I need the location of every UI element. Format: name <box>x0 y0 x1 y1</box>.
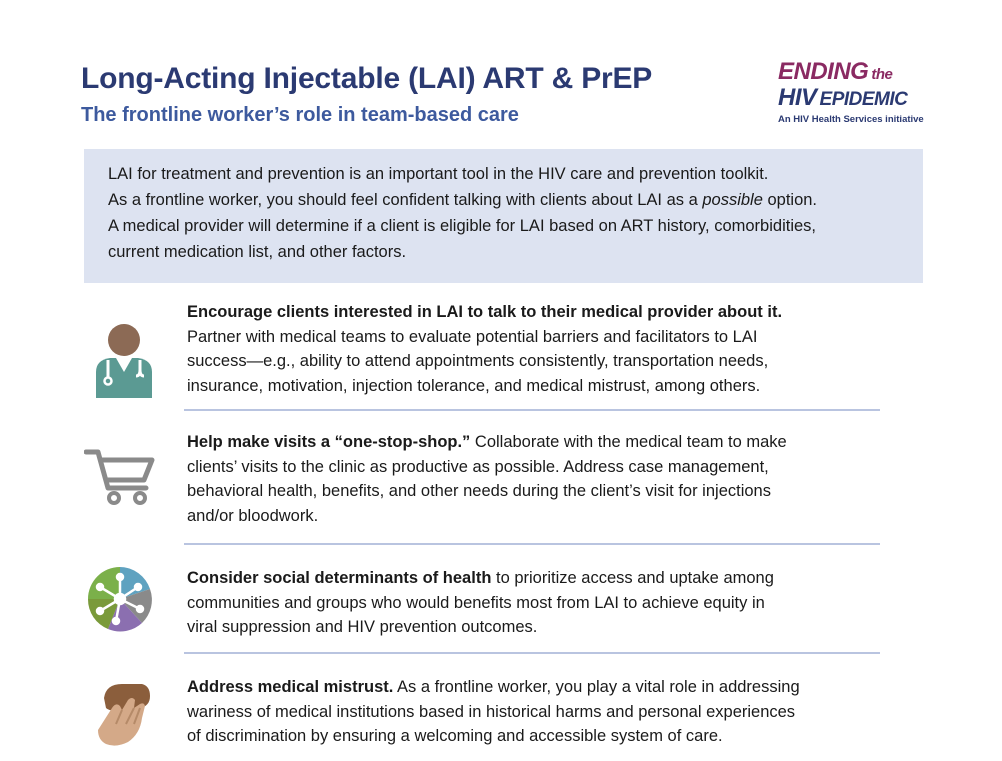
section-3-line-1: communities and groups who would benefits most from LAI to achieve equity in <box>187 593 765 612</box>
section-medical-mistrust <box>187 675 887 749</box>
logo-ending: ENDING <box>778 58 869 85</box>
handshake-icon <box>92 678 156 750</box>
intro-emphasis: possible <box>702 191 763 209</box>
section-4-rest: As a frontline worker, you play a vital role in addressing <box>393 678 800 696</box>
page-title: Long-Acting Injectable (LAI) ART & PrEP <box>81 62 653 95</box>
section-1-line-3: insurance, motivation, injection tolerance, and medical mistrust, among others. <box>187 376 761 395</box>
intro-box <box>84 149 923 283</box>
social-network-icon <box>86 565 154 633</box>
divider <box>184 409 880 411</box>
section-4-line-1: wariness of medical institutions based in historical harms and personal experiences <box>187 702 796 721</box>
divider <box>184 652 880 654</box>
divider <box>184 543 880 545</box>
doctor-icon <box>92 320 156 400</box>
page-subtitle: The frontline worker’s role in team-based care <box>81 104 519 126</box>
section-encourage-clients <box>187 300 887 398</box>
section-3-line-2: viral suppression and HIV prevention outcomes. <box>187 618 538 636</box>
intro-line-3: A medical provider will determine if a client is eligible for LAI based on ART history, comorbidities, <box>108 217 816 235</box>
section-2-line-1: clients’ visits to the clinic as productive as possible. Address case management, <box>187 457 769 476</box>
intro-line-1: LAI for treatment and prevention is an important tool in the HIV care and prevention toolkit. <box>108 165 769 183</box>
section-2-first-line <box>187 430 887 455</box>
logo-epidemic: EPIDEMIC <box>819 89 908 110</box>
logo-the: the <box>871 66 893 83</box>
section-1-lead: Encourage clients interested in LAI to talk to their medical provider about it. <box>187 303 783 321</box>
section-2-rest: Collaborate with the medical team to make <box>470 433 787 451</box>
section-1-line-1: Partner with medical teams to evaluate potential barriers and facilitators to LAI <box>187 327 758 346</box>
section-1-line-2: success—e.g., ability to attend appointments consistently, transportation needs, <box>187 352 769 370</box>
section-3-lead: Consider social determinants of health <box>187 569 492 587</box>
section-3-first-line <box>187 566 887 591</box>
section-2-line-2: behavioral health, benefits, and other needs during the client’s visit for injections <box>187 482 771 500</box>
section-3-rest: to prioritize access and uptake among <box>491 569 774 587</box>
intro-line-2: As a frontline worker, you should feel confident talking with clients about LAI as a possible option. <box>108 191 818 209</box>
section-4-first-line <box>187 675 887 700</box>
section-one-stop-shop <box>187 430 887 528</box>
logo-tagline: An HIV Health Services initiative <box>778 114 924 125</box>
section-social-determinants <box>187 566 887 640</box>
section-2-lead: Help make visits a “one-stop-shop.” <box>187 433 471 451</box>
ending-the-hiv-epidemic-logo <box>778 58 928 128</box>
section-4-lead: Address medical mistrust. <box>187 678 394 696</box>
intro-line-4: current medication list, and other factors. <box>108 243 407 261</box>
section-2-line-3: and/or bloodwork. <box>187 506 319 525</box>
shopping-cart-icon <box>84 448 156 508</box>
section-4-line-2: of discrimination by ensuring a welcoming and accessible system of care. <box>187 727 723 745</box>
logo-hiv: HIV <box>778 84 817 111</box>
